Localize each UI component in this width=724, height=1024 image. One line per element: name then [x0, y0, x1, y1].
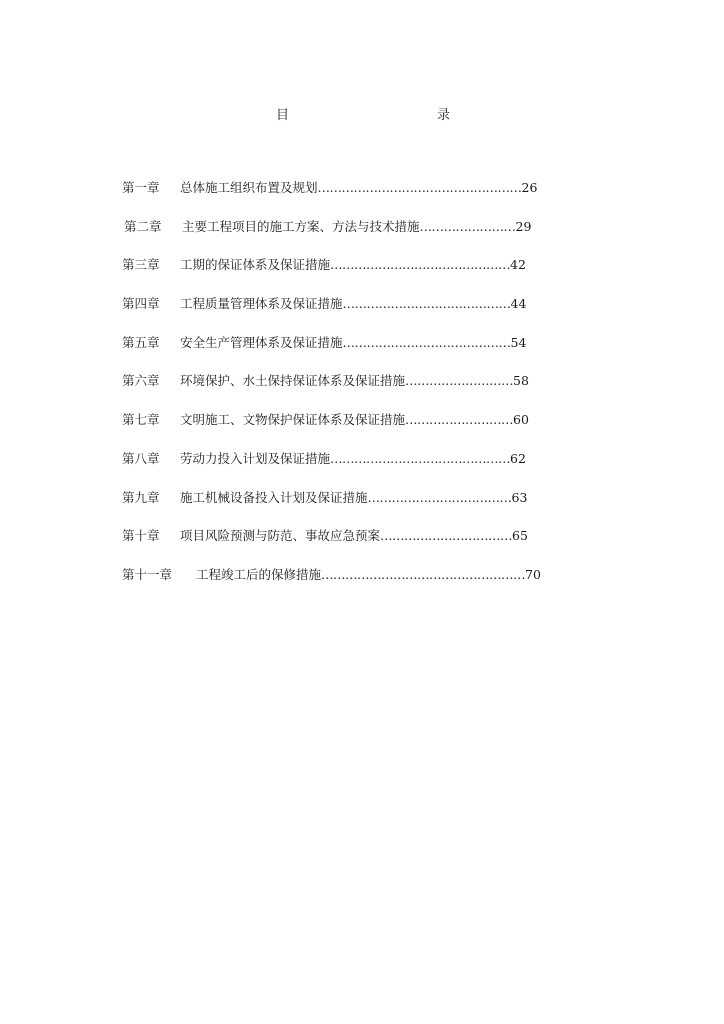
toc-leader-dots: ……………………… — [405, 373, 514, 389]
toc-heading-right-char: 录 — [437, 108, 451, 123]
toc-chapter-number: 第十一章 — [122, 566, 173, 582]
toc-chapter-title: 工期的保证体系及保证措施 — [180, 257, 331, 273]
toc-entry[interactable] — [122, 294, 582, 333]
toc-leader-dots: …………………………………… — [342, 296, 511, 312]
toc-entry[interactable] — [122, 333, 582, 372]
toc-page-number: 44 — [510, 296, 527, 312]
toc-leader-dots: …………………………… — [380, 528, 513, 544]
toc-page-number: 58 — [513, 373, 529, 389]
toc-chapter-number: 第八章 — [122, 450, 160, 466]
table-of-contents — [122, 178, 582, 604]
toc-chapter-number: 第七章 — [122, 412, 160, 428]
toc-chapter-title: 环境保护、水土保持保证体系及保证措施 — [180, 373, 406, 389]
toc-chapter-number: 第四章 — [122, 296, 160, 312]
toc-leader-dots: ……………………………………… — [330, 257, 511, 273]
toc-entry-text — [180, 178, 537, 196]
toc-entry-text — [196, 565, 541, 583]
toc-heading-left-char: 目 — [276, 108, 290, 123]
toc-chapter-title: 项目风险预测与防范、事故应急预案 — [180, 528, 381, 544]
toc-entry[interactable] — [122, 449, 582, 488]
toc-entry-text — [180, 410, 529, 428]
toc-chapter-number: 第十章 — [122, 528, 160, 544]
toc-entry[interactable] — [122, 410, 582, 449]
toc-chapter-number: 第二章 — [124, 218, 162, 234]
toc-chapter-title: 工程竣工后的保修措施 — [196, 566, 322, 582]
toc-page-number: 65 — [512, 528, 528, 544]
toc-entry-text — [182, 217, 531, 235]
toc-chapter-title: 劳动力投入计划及保证措施 — [180, 450, 331, 466]
toc-entry-text — [180, 526, 528, 544]
toc-entry-text — [180, 449, 526, 467]
toc-entry-text — [180, 488, 527, 506]
toc-page-number: 26 — [521, 180, 538, 195]
toc-entry[interactable] — [122, 178, 582, 217]
toc-chapter-title: 施工机械设备投入计划及保证措施 — [180, 489, 368, 505]
toc-leader-dots: ……………………………… — [367, 489, 512, 505]
toc-page-number: 60 — [513, 412, 529, 428]
toc-leader-dots: …………………………………… — [342, 334, 511, 350]
toc-leader-dots: ……………………… — [405, 412, 514, 428]
toc-entry-text — [180, 294, 526, 312]
toc-chapter-title: 文明施工、文物保护保证体系及保证措施 — [180, 412, 406, 428]
toc-entry-text — [180, 255, 526, 273]
toc-leader-dots: ……………………………………… — [330, 450, 511, 466]
toc-chapter-title: 总体施工组织布置及规划 — [180, 180, 318, 195]
toc-page-number: 70 — [525, 566, 541, 582]
toc-page-number: 29 — [515, 218, 532, 234]
toc-entry[interactable] — [122, 526, 582, 565]
toc-chapter-number: 第六章 — [122, 373, 160, 389]
toc-entry[interactable] — [122, 255, 582, 294]
toc-chapter-title: 安全生产管理体系及保证措施 — [180, 334, 343, 350]
toc-entry[interactable] — [122, 488, 582, 527]
toc-heading — [0, 104, 724, 124]
toc-page-number: 54 — [510, 334, 527, 350]
toc-entry[interactable] — [122, 217, 582, 256]
toc-leader-dots: …………………………………………… — [321, 566, 526, 582]
toc-chapter-number: 第九章 — [122, 489, 160, 505]
toc-entry[interactable] — [122, 565, 582, 604]
toc-chapter-number: 第一章 — [122, 180, 160, 195]
toc-leader-dots: …………………………………………… — [317, 180, 522, 195]
toc-entry[interactable] — [122, 371, 582, 410]
toc-leader-dots: …………………… — [419, 218, 516, 234]
toc-page-number: 42 — [510, 257, 526, 273]
toc-page-number: 63 — [511, 489, 528, 505]
toc-entry-text — [180, 371, 529, 389]
toc-chapter-number: 第五章 — [122, 334, 160, 350]
toc-entry-text — [180, 333, 526, 351]
toc-page-number: 62 — [510, 450, 526, 466]
toc-chapter-number: 第三章 — [122, 257, 160, 273]
toc-chapter-title: 主要工程项目的施工方案、方法与技术措施 — [182, 218, 420, 234]
toc-chapter-title: 工程质量管理体系及保证措施 — [180, 296, 343, 312]
